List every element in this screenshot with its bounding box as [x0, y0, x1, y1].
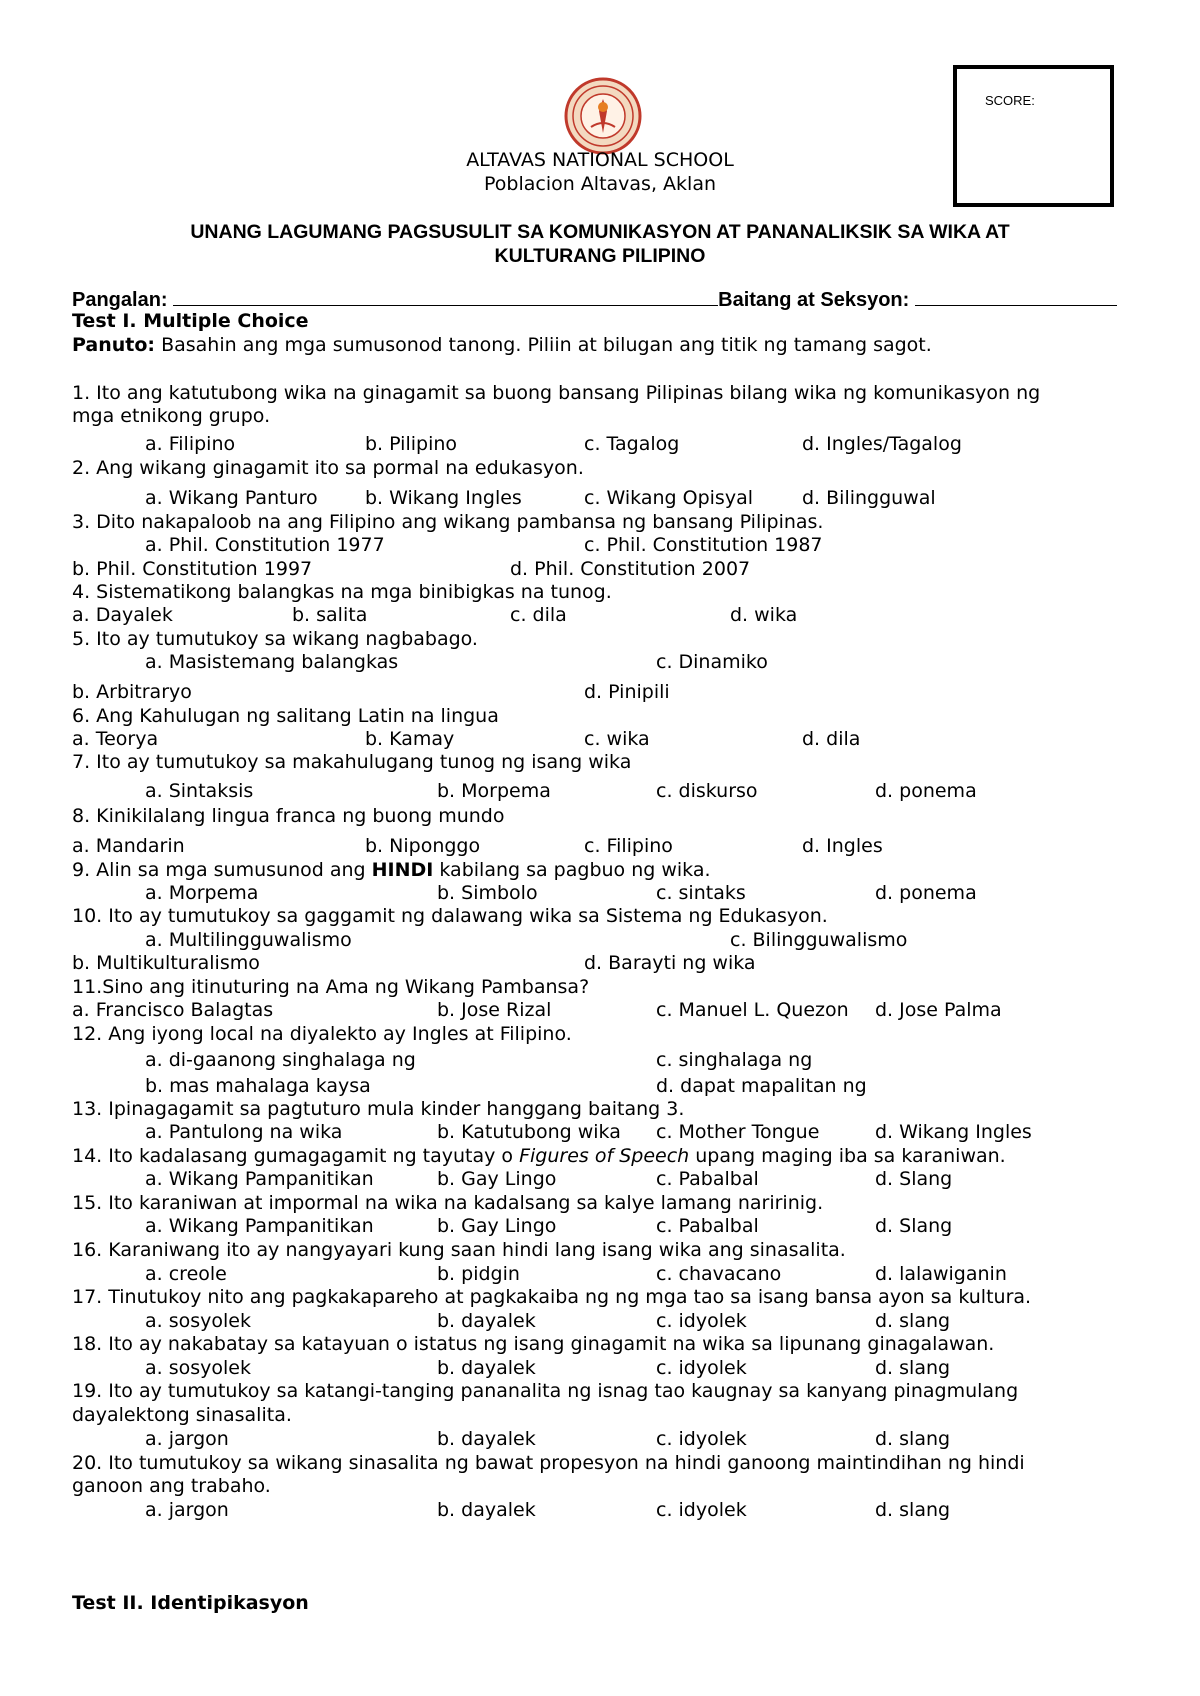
- question-1: 1. Ito ang katutubong wika na ginagamit sa buong bansang Pilipinas bilang wika ng komunikasyon ng: [72, 382, 1041, 404]
- q8-choice-d[interactable]: d. Ingles: [802, 835, 883, 857]
- q17-choice-c[interactable]: c. idyolek: [656, 1310, 747, 1332]
- q20-choice-a[interactable]: a. jargon: [145, 1499, 229, 1521]
- q12-choice-b[interactable]: b. mas mahalaga kaysa: [145, 1075, 371, 1097]
- q16-choice-d[interactable]: d. lalawiganin: [875, 1263, 1007, 1285]
- q15-choice-a[interactable]: a. Wikang Pampanitikan: [145, 1215, 374, 1237]
- exam-title-line-1: UNANG LAGUMANG PAGSUSULIT SA KOMUNIKASYON AT PANANALIKSIK SA WIKA AT: [190, 221, 1010, 243]
- q3-choice-d[interactable]: d. Phil. Constitution 2007: [510, 558, 751, 580]
- q6-choice-c[interactable]: c. wika: [584, 728, 650, 750]
- q18-choice-d[interactable]: d. slang: [875, 1357, 951, 1379]
- question-3: 3. Dito nakapaloob na ang Filipino ang wikang pambansa ng bansang Pilipinas.: [72, 511, 824, 533]
- question-14: [72, 1145, 1006, 1168]
- q19-choice-b[interactable]: b. dayalek: [437, 1428, 536, 1450]
- q14-text-italic: Figures of Speech: [519, 1145, 690, 1167]
- q9-choice-b[interactable]: b. Simbolo: [437, 882, 538, 904]
- q11-choice-d[interactable]: d. Jose Palma: [875, 999, 1002, 1021]
- q18-choice-c[interactable]: c. idyolek: [656, 1357, 747, 1379]
- q3-choice-b[interactable]: b. Phil. Constitution 1997: [72, 558, 313, 580]
- q7-choice-d[interactable]: d. ponema: [875, 780, 977, 802]
- q3-choice-c[interactable]: c. Phil. Constitution 1987: [584, 534, 823, 556]
- q8-choice-c[interactable]: c. Filipino: [584, 835, 673, 857]
- q3-choice-a[interactable]: a. Phil. Constitution 1977: [145, 534, 385, 556]
- q18-choice-a[interactable]: a. sosyolek: [145, 1357, 251, 1379]
- name-blank[interactable]: [173, 287, 718, 306]
- question-17: 17. Tinutukoy nito ang pagkakapareho at pagkakaiba ng ng mga tao sa isang bansa ayon sa kultura.: [72, 1286, 1032, 1308]
- q17-choice-d[interactable]: d. slang: [875, 1310, 951, 1332]
- q1-choice-b[interactable]: b. Pilipino: [365, 433, 458, 455]
- q11-choice-a[interactable]: a. Francisco Balagtas: [72, 999, 274, 1021]
- name-row: [72, 287, 1117, 312]
- q13-choice-a[interactable]: a. Pantulong na wika: [145, 1121, 343, 1143]
- q1-choice-c[interactable]: c. Tagalog: [584, 433, 680, 455]
- q20-choice-b[interactable]: b. dayalek: [437, 1499, 536, 1521]
- question-19: 19. Ito ay tumutukoy sa katangi-tanging pananalita ng isnag tao kaugnay sa kanyang pinagmulang: [72, 1380, 1019, 1402]
- question-7: 7. Ito ay tumutukoy sa makahulugang tunog ng isang wika: [72, 751, 632, 773]
- exam-title-line-2: KULTURANG PILIPINO: [494, 245, 706, 267]
- q14-text-pre: 14. Ito kadalasang gumagagamit ng tayutay o: [72, 1145, 520, 1167]
- q5-choice-a[interactable]: a. Masistemang balangkas: [145, 651, 399, 673]
- instructions-label: Panuto:: [72, 334, 156, 356]
- question-9: [72, 859, 711, 882]
- test2-title: Test II. Identipikasyon: [72, 1592, 309, 1614]
- question-20-cont: ganoon ang trabaho.: [72, 1475, 271, 1497]
- q10-choice-c[interactable]: c. Bilingguwalismo: [730, 929, 908, 951]
- test1-instructions: [72, 334, 932, 357]
- question-4: 4. Sistematikong balangkas na mga binibigkas na tunog.: [72, 581, 612, 603]
- q6-choice-b[interactable]: b. Kamay: [365, 728, 455, 750]
- school-address: Poblacion Altavas, Aklan: [483, 173, 717, 195]
- q2-choice-c[interactable]: c. Wikang Opisyal: [584, 487, 753, 509]
- question-2: 2. Ang wikang ginagamit ito sa pormal na edukasyon.: [72, 457, 584, 479]
- q5-choice-b[interactable]: b. Arbitraryo: [72, 681, 192, 703]
- q12-choice-a[interactable]: a. di-gaanong singhalaga ng: [145, 1049, 416, 1071]
- q7-choice-c[interactable]: c. diskurso: [656, 780, 758, 802]
- q4-choice-a[interactable]: a. Dayalek: [72, 604, 173, 626]
- q19-choice-c[interactable]: c. idyolek: [656, 1428, 747, 1450]
- q1-choice-a[interactable]: a. Filipino: [145, 433, 236, 455]
- q6-choice-a[interactable]: a. Teorya: [72, 728, 159, 750]
- q14-choice-d[interactable]: d. Slang: [875, 1168, 953, 1190]
- q10-choice-a[interactable]: a. Multilingguwalismo: [145, 929, 352, 951]
- question-1-cont: mga etnikong grupo.: [72, 405, 271, 427]
- q17-choice-b[interactable]: b. dayalek: [437, 1310, 536, 1332]
- question-8: 8. Kinikilalang lingua franca ng buong mundo: [72, 805, 505, 827]
- section-blank[interactable]: [915, 287, 1117, 306]
- q14-choice-c[interactable]: c. Pabalbal: [656, 1168, 759, 1190]
- q11-choice-c[interactable]: c. Manuel L. Quezon: [656, 999, 849, 1021]
- q10-choice-b[interactable]: b. Multikulturalismo: [72, 952, 260, 974]
- q13-choice-c[interactable]: c. Mother Tongue: [656, 1121, 820, 1143]
- question-5: 5. Ito ay tumutukoy sa wikang nagbabago.: [72, 628, 478, 650]
- instructions-text: Basahin ang mga sumusonod tanong. Piliin at bilugan ang titik ng tamang sagot.: [155, 334, 932, 356]
- q19-choice-d[interactable]: d. slang: [875, 1428, 951, 1450]
- q16-choice-b[interactable]: b. pidgin: [437, 1263, 520, 1285]
- question-19-cont: dayalektong sinasalita.: [72, 1404, 292, 1426]
- q16-choice-a[interactable]: a. creole: [145, 1263, 227, 1285]
- question-16: 16. Karaniwang ito ay nangyayari kung saan hindi lang isang wika ang sinasalita.: [72, 1239, 846, 1261]
- score-label: SCORE:: [985, 93, 1035, 108]
- q6-choice-d[interactable]: d. dila: [802, 728, 861, 750]
- q12-choice-d[interactable]: d. dapat mapalitan ng: [656, 1075, 867, 1097]
- question-15: 15. Ito karaniwan at impormal na wika na kadalsang sa kalye lamang naririnig.: [72, 1192, 824, 1214]
- q15-choice-d[interactable]: d. Slang: [875, 1215, 953, 1237]
- question-6: 6. Ang Kahulugan ng salitang Latin na lingua: [72, 705, 499, 727]
- q4-choice-b[interactable]: b. salita: [292, 604, 368, 626]
- q17-choice-a[interactable]: a. sosyolek: [145, 1310, 251, 1332]
- q13-choice-d[interactable]: d. Wikang Ingles: [875, 1121, 1032, 1143]
- q8-choice-b[interactable]: b. Niponggo: [365, 835, 481, 857]
- q9-choice-c[interactable]: c. sintaks: [656, 882, 746, 904]
- q15-choice-b[interactable]: b. Gay Lingo: [437, 1215, 557, 1237]
- q2-choice-b[interactable]: b. Wikang Ingles: [365, 487, 522, 509]
- q14-choice-b[interactable]: b. Gay Lingo: [437, 1168, 557, 1190]
- question-11: 11.Sino ang itinuturing na Ama ng Wikang Pambansa?: [72, 976, 590, 998]
- q11-choice-b[interactable]: b. Jose Rizal: [437, 999, 552, 1021]
- q2-choice-d[interactable]: d. Bilingguwal: [802, 487, 936, 509]
- q9-text-post: kabilang sa pagbuo ng wika.: [433, 859, 711, 881]
- school-name: ALTAVAS NATIONAL SCHOOL: [466, 149, 734, 171]
- question-10: 10. Ito ay tumutukoy sa gaggamit ng dalawang wika sa Sistema ng Edukasyon.: [72, 905, 828, 927]
- q12-choice-c[interactable]: c. singhalaga ng: [656, 1049, 813, 1071]
- q9-choice-a[interactable]: a. Morpema: [145, 882, 259, 904]
- name-label: Pangalan:: [72, 289, 168, 311]
- q8-choice-a[interactable]: a. Mandarin: [72, 835, 185, 857]
- q9-text-pre: 9. Alin sa mga sumusunod ang: [72, 859, 372, 881]
- q14-text-post: upang maging iba sa karaniwan.: [689, 1145, 1006, 1167]
- q20-choice-c[interactable]: c. idyolek: [656, 1499, 747, 1521]
- question-20: 20. Ito tumutukoy sa wikang sinasalita ng bawat propesyon na hindi ganoong maintindihan ng hindi: [72, 1452, 1025, 1474]
- school-seal-logo: [564, 77, 642, 155]
- q5-choice-c[interactable]: c. Dinamiko: [656, 651, 768, 673]
- q14-choice-a[interactable]: a. Wikang Pampanitikan: [145, 1168, 374, 1190]
- test1-title: Test I. Multiple Choice: [72, 310, 309, 332]
- q4-choice-c[interactable]: c. dila: [510, 604, 567, 626]
- q9-text-emphasis: HINDI: [371, 859, 434, 881]
- q15-choice-c[interactable]: c. Pabalbal: [656, 1215, 759, 1237]
- q18-choice-b[interactable]: b. dayalek: [437, 1357, 536, 1379]
- q20-choice-d[interactable]: d. slang: [875, 1499, 951, 1521]
- q7-choice-a[interactable]: a. Sintaksis: [145, 780, 254, 802]
- question-18: 18. Ito ay nakabatay sa katayuan o istatus ng isang ginagamit na wika sa lipunang ginagalawan.: [72, 1333, 995, 1355]
- q9-choice-d[interactable]: d. ponema: [875, 882, 977, 904]
- question-13: 13. Ipinagagamit sa pagtuturo mula kinder hanggang baitang 3.: [72, 1098, 685, 1120]
- q4-choice-d[interactable]: d. wika: [730, 604, 798, 626]
- q1-choice-d[interactable]: d. Ingles/Tagalog: [802, 433, 962, 455]
- q13-choice-b[interactable]: b. Katutubong wika: [437, 1121, 621, 1143]
- q7-choice-b[interactable]: b. Morpema: [437, 780, 551, 802]
- q19-choice-a[interactable]: a. jargon: [145, 1428, 229, 1450]
- q16-choice-c[interactable]: c. chavacano: [656, 1263, 782, 1285]
- q5-choice-d[interactable]: d. Pinipili: [584, 681, 670, 703]
- section-label: Baitang at Seksyon:: [718, 289, 910, 311]
- q10-choice-d[interactable]: d. Barayti ng wika: [584, 952, 756, 974]
- q2-choice-a[interactable]: a. Wikang Panturo: [145, 487, 318, 509]
- question-12: 12. Ang iyong local na diyalekto ay Ingles at Filipino.: [72, 1023, 572, 1045]
